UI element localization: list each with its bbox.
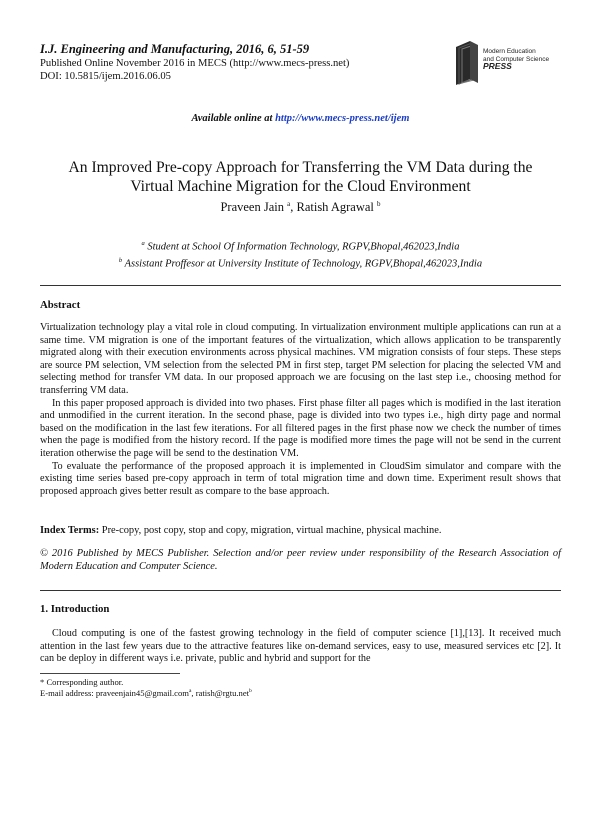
abstract-heading: Abstract [40, 299, 81, 311]
journal-citation: I.J. Engineering and Manufacturing, 2016, 6, 51-59 [40, 42, 310, 56]
affiliation-b: $^b$ Assistant Proffesor at University Institute of Technology, RGPV,Bhopal,462023,India [118, 257, 483, 270]
index-terms-text: Pre-copy, post copy, stop and copy, migration, virtual machine, physical machine. [99, 525, 442, 536]
abstract-paragraph-3: To evaluate the performance of the proposed approach it is implemented in CloudSim simulator and compare with the existing time series based pre-copy approach in term of total migration time and down time. Experiment result shows that proposed approach gives better result as compare to the base approach. [40, 460, 561, 497]
email-1-sup: a [188, 688, 192, 695]
available-prefix: Available online at [191, 113, 276, 124]
title-line-2: Virtual Machine Migration for the Cloud Environment [130, 177, 471, 195]
affiliations [0, 237, 601, 271]
introduction-heading: 1. Introduction [40, 603, 110, 615]
journal-url-link[interactable]: http://www.mecs-press.net/ijem [275, 113, 410, 124]
corresponding-author-note: * Corresponding author. [40, 677, 124, 687]
publication-line: Published Online November 2016 in MECS (http://www.mecs-press.net) [40, 58, 350, 69]
available-online [0, 113, 601, 124]
author-1-sup: a [287, 200, 291, 208]
abstract-paragraph-2: In this paper proposed approach is divided into two phases. First phase filter all pages which is modified in the last iteration and unmodified in the current iteration. In the second phase, page is divided into two types i.e., high dirty page and normal based on the modification in the last few iterations. For all filtered pages in the first phase now we check the number of times when the page is modified from the history record. If the page is modified more times the page will not be send in the current iteration otherwise the page will be send to the destination VM. [40, 397, 561, 459]
author-1: Praveen Jain [220, 200, 284, 215]
author-list [0, 200, 601, 215]
index-terms [40, 525, 561, 536]
abstract-body [40, 322, 561, 498]
title-line-1: An Improved Pre-copy Approach for Transferring the VM Data during the [68, 159, 533, 176]
email-separator: , [191, 688, 196, 698]
top-divider [40, 285, 561, 286]
email-2[interactable]: ratish@rgtu.net [195, 688, 250, 698]
email-1[interactable]: praveenjain45@gmail.com [95, 688, 189, 698]
logo-line-3: PRESS [483, 61, 512, 71]
author-separator: , [290, 200, 297, 215]
index-terms-label: Index Terms: [40, 525, 100, 536]
mecs-press-logo [450, 33, 560, 93]
affiliation-a: $^a$ Student at School Of Information Technology, RGPV,Bhopal,462023,India [141, 240, 460, 253]
email-2-sup: b [249, 688, 252, 695]
copyright-notice: © 2016 Published by MECS Publisher. Selection and/or peer review under responsibility of the Research Association of Modern Education and Computer Science. [40, 548, 561, 572]
section-divider [40, 590, 561, 591]
abstract-paragraph-1: Virtualization technology play a vital role in cloud computing. In virtualization environment multiple applications can run at a same time. VM migration is one of the important features of the virtualization, which allows application to be transparently migrated along with their execution environments across physical machines. VM migration consists of four steps. These steps are source PM selection, VM selection from the selected PM in first step, target PM selection for placing the selected VM and selecting method for transfer VM data. In our proposed approach we are focusing on the last step i.e., choosing method for transferring VM data. [40, 322, 561, 396]
logo-line-1: Modern Education [483, 48, 536, 55]
doi-line: DOI: 10.5815/ijem.2016.06.05 [40, 71, 171, 82]
author-2-sup: b [377, 200, 381, 208]
author-2: Ratish Agrawal [296, 200, 374, 215]
paper-title [30, 159, 571, 196]
introduction-text: Cloud computing is one of the fastest growing technology in the field of computer science [1],[13]. It received much attention in the last few years due to the attractive features like on-demand services, easy to use, measured services etc [2]. It can be deploy in different ways i.e. private, public and hybrid and support for the [40, 628, 561, 665]
email-footnote [40, 688, 252, 698]
email-prefix: E-mail address: [40, 688, 96, 698]
footnote-rule [40, 673, 180, 674]
logo-line-2: and Computer Science [483, 55, 550, 63]
